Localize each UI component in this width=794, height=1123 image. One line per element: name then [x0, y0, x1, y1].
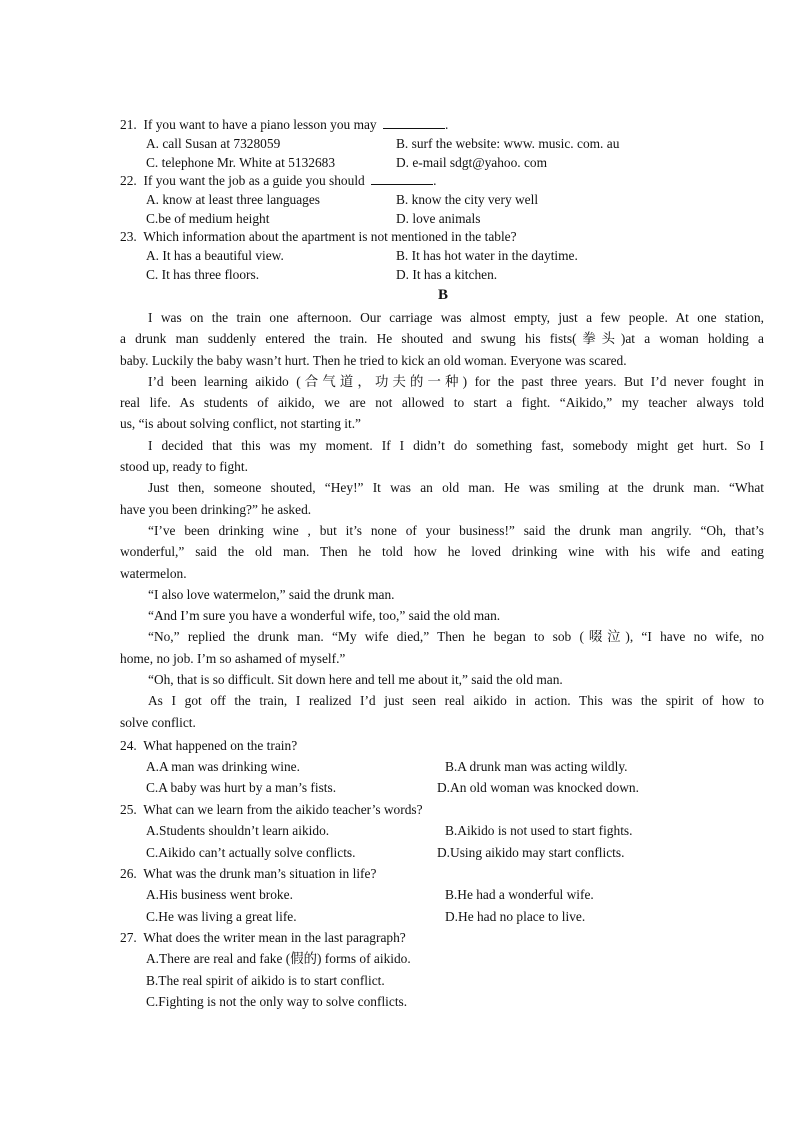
option-21-a: A. call Susan at 7328059: [146, 136, 281, 151]
passage-line: As I got off the train, I realized I’d just seen real aikido in action. This was the spirit of how to: [148, 693, 764, 709]
option-23-a: A. It has a beautiful view.: [146, 248, 284, 263]
question-number: 21.: [120, 117, 137, 132]
passage-line: “I also love watermelon,” said the drunk man.: [148, 586, 395, 602]
question-number: 22.: [120, 173, 137, 188]
option-26-d: D.He had no place to live.: [445, 909, 586, 924]
passage-line: “No,” replied the drunk man. “My wife died,” Then he began to sob (啜泣), “I have no wife, no: [148, 629, 764, 645]
question-stem: If you want to have a piano lesson you may: [143, 117, 377, 132]
question-stem: What can we learn from the aikido teacher’s words?: [143, 802, 423, 817]
option-25-d: D.Using aikido may start conflicts.: [437, 845, 625, 860]
question-26: [120, 865, 376, 882]
question-stem: If you want the job as a guide you should: [143, 173, 365, 188]
option-21-c: C. telephone Mr. White at 5132683: [146, 155, 336, 170]
passage-line: I was on the train one afternoon. Our carriage was almost empty, just a few people. At one station,: [148, 310, 764, 325]
passage-line: Just then, someone shouted, “Hey!” It was an old man. He was smiling at the drunk man. “What: [148, 480, 764, 496]
question-25: [120, 801, 423, 818]
passage-line: “Oh, that is so difficult. Sit down here and tell me about it,” said the old man.: [148, 672, 563, 688]
option-26-b: B.He had a wonderful wife.: [445, 887, 594, 902]
passage-line: I’d been learning aikido (合气道，功夫的一种) for the past three years. But I’d never fought in: [148, 373, 764, 389]
passage-line: real life. As students of aikido, we are not allowed to start a fight. “Aikido,” my teacher always told: [120, 395, 764, 411]
passage-line: “And I’m sure you have a wonderful wife, too,” said the old man.: [148, 608, 501, 624]
passage-line: a drunk man suddenly entered the train. He shouted and swung his fists(拳头)at a woman holding a: [120, 331, 764, 347]
question-end: .: [433, 173, 437, 188]
passage-line: home, no job. I’m so ashamed of myself.”: [120, 650, 346, 666]
question-27: [120, 929, 406, 946]
passage: [120, 307, 764, 733]
option-26-c: C.He was living a great life.: [146, 909, 297, 924]
passage-line: solve conflict.: [120, 714, 196, 730]
question-number: 24.: [120, 738, 137, 753]
option-24-d: D.An old woman was knocked down.: [437, 780, 639, 795]
option-23-b: B. It has hot water in the daytime.: [396, 248, 578, 263]
option-25-b: B.Aikido is not used to start fights.: [445, 823, 633, 838]
answer-blank: [383, 116, 445, 129]
question-22: [120, 172, 436, 189]
option-22-d: D. love animals: [396, 211, 481, 226]
option-22-b: B. know the city very well: [396, 192, 539, 207]
question-23: [120, 228, 517, 245]
passage-line: have you been drinking?” he asked.: [120, 501, 312, 517]
question-stem: What does the writer mean in the last paragraph?: [143, 930, 406, 945]
option-27-a: A.There are real and fake (假的) forms of aikido.: [146, 951, 411, 966]
option-24-a: A.A man was drinking wine.: [146, 759, 300, 774]
question-number: 23.: [120, 229, 137, 244]
question-stem: Which information about the apartment is not mentioned in the table?: [143, 229, 517, 244]
option-21-b: B. surf the website: www. music. com. au: [396, 136, 620, 151]
option-22-a: A. know at least three languages: [146, 192, 321, 207]
section-title: B: [437, 287, 448, 303]
passage-line: stood up, ready to fight.: [120, 459, 248, 475]
question-21: [120, 116, 448, 133]
option-21-d: D. e-mail sdgt@yahoo. com: [396, 155, 548, 170]
option-24-b: B.A drunk man was acting wildly.: [445, 759, 628, 774]
option-24-c: C.A baby was hurt by a man’s fists.: [146, 780, 337, 795]
question-stem: What was the drunk man’s situation in life?: [143, 866, 377, 881]
question-number: 26.: [120, 866, 137, 881]
option-22-c: C.be of medium height: [146, 211, 270, 226]
question-number: 27.: [120, 930, 137, 945]
passage-line: I decided that this was my moment. If I didn’t do something fast, somebody might get hurt. So I: [148, 437, 764, 453]
passage-line: us, “is about solving conflict, not starting it.”: [120, 416, 361, 432]
option-27-c: C.Fighting is not the only way to solve conflicts.: [146, 994, 408, 1009]
passage-line: watermelon.: [120, 565, 187, 581]
option-23-d: D. It has a kitchen.: [396, 267, 498, 282]
question-number: 25.: [120, 802, 137, 817]
option-27-b: B.The real spirit of aikido is to start conflict.: [146, 973, 385, 988]
answer-blank: [371, 172, 433, 185]
passage-line: wonderful,” said the old man. Then he told how he loved drinking wine with his wife and eating: [120, 544, 764, 560]
option-25-a: A.Students shouldn’t learn aikido.: [146, 823, 330, 838]
option-25-c: C.Aikido can’t actually solve conflicts.: [146, 845, 356, 860]
question-stem: What happened on the train?: [143, 738, 298, 753]
passage-line: baby. Luckily the baby wasn’t hurt. Then he tried to kick an old woman. Everyone was scared.: [120, 352, 627, 368]
question-end: .: [444, 117, 449, 132]
question-24: [120, 737, 297, 754]
option-23-c: C. It has three floors.: [146, 267, 260, 282]
passage-line: “I’ve been drinking wine , but it’s none of your business!” said the drunk man angrily. “Oh, that’s: [148, 522, 764, 538]
option-26-a: A.His business went broke.: [146, 887, 293, 902]
